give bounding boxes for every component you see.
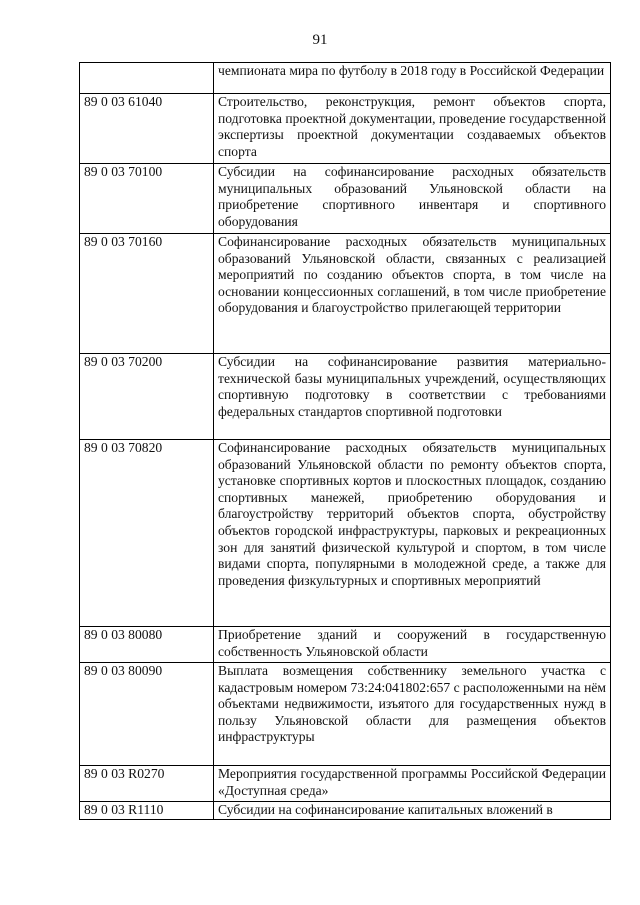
table-row [80,354,611,440]
row-description: чемпионата мира по футболу в 2018 году в Российской Федерации [214,63,611,94]
row-code: 89 0 03 70820 [80,440,214,627]
row-description: Выплата возмещения собственнику земельного участка с кадастровым номером 73:24:041802:657 с расположенными на нём объектами недвижимости, изъятого для государственных нужд в пользу Ульяновской области для размещения объектов инфраструктуры [214,663,611,766]
row-code: 89 0 03 R0270 [80,766,214,802]
row-description: Софинансирование расходных обязательств муниципальных образований Ульяновской области по ремонту объектов спорта, установке спортивных кортов и плоскостных площадок, созданию спортивных манежей, приобретению оборудования и благоустройству территорий объектов спорта, обустройству объектов городской инфраструктуры, парковых и рекреационных зон для занятий физической культурой и спортом, в том числе видами спорта, популярными в молодежной среде, а также для проведения физкультурных и спортивных мероприятий [214,440,611,627]
table-row [80,94,611,164]
row-description: Приобретение зданий и сооружений в государственную собственность Ульяновской области [214,627,611,663]
row-code: 89 0 03 80080 [80,627,214,663]
table-row [80,234,611,354]
page-number: 91 [312,32,328,48]
table-row [80,627,611,663]
table-row [80,63,611,94]
row-code: 89 0 03 80090 [80,663,214,766]
row-code: 89 0 03 70200 [80,354,214,440]
row-description: Мероприятия государственной программы Российской Федерации «Доступная среда» [214,766,611,802]
table-row [80,766,611,802]
row-code: 89 0 03 R1110 [80,802,214,820]
table-row [80,164,611,234]
row-description: Софинансирование расходных обязательств муниципальных образований Ульяновской области, связанных с реализацией мероприятий по созданию объектов спорта, в том числе на основании концессионных соглашений, в том числе приобретение оборудования и благоустройство прилегающей территории [214,234,611,354]
row-code [80,63,214,94]
row-code: 89 0 03 70100 [80,164,214,234]
table-row [80,802,611,820]
row-description: Субсидии на софинансирование расходных обязательств муниципальных образований Ульяновской области на приобретение спортивного инвентаря и спортивного оборудования [214,164,611,234]
row-description: Строительство, реконструкция, ремонт объектов спорта, подготовка проектной документации, проведение государственной экспертизы проектной документации создаваемых объектов спорта [214,94,611,164]
row-code: 89 0 03 61040 [80,94,214,164]
row-code: 89 0 03 70160 [80,234,214,354]
budget-code-table [79,62,611,820]
table-row [80,440,611,627]
row-description: Субсидии на софинансирование развития материально-технической базы муниципальных учреждений, осуществляющих спортивную подготовку в соответствии с требованиями федеральных стандартов спортивной подготовки [214,354,611,440]
table-row [80,663,611,766]
row-description: Субсидии на софинансирование капитальных вложений в [214,802,611,820]
